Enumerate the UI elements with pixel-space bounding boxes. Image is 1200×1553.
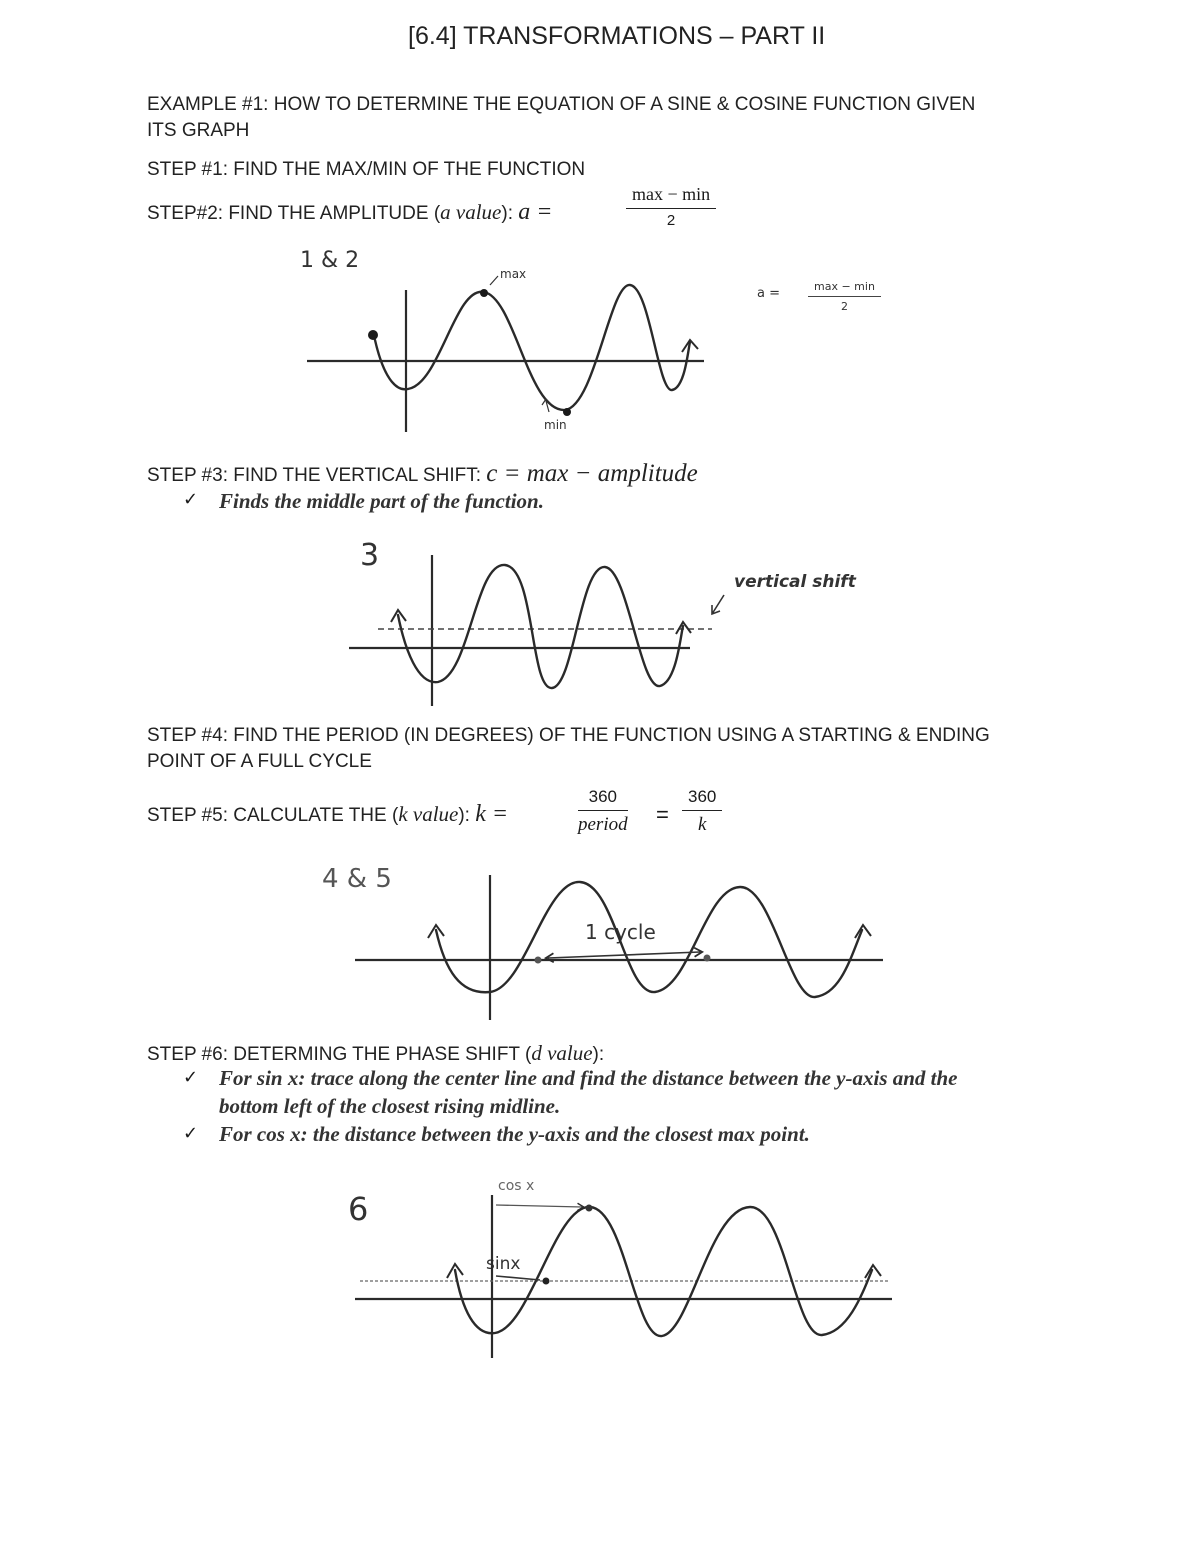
step6-check1-icon: ✓ [183,1067,199,1088]
graph4-sin-label: sinx [486,1254,521,1274]
graph3-cycle-end-dot [704,955,711,962]
graph4-max-dot [586,1205,593,1212]
step6-suffix: ): [592,1044,605,1065]
graph4-cos-arrow [496,1205,582,1207]
step6-bullet2: For cos x: the distance between the y-axis and the closest max point. [219,1122,810,1146]
graph4-curve [455,1207,872,1336]
graph1-note-den: 2 [840,300,848,313]
graph4-end-arrow [865,1265,881,1278]
step5-num1: 360 [578,787,628,811]
graph1-max-label: max [500,267,527,281]
graph1-min-pointer [542,399,551,412]
step3-note: Finds the middle part of the function. [219,489,544,513]
page-title: [6.4] TRANSFORMATIONS – PART II [408,22,826,50]
graph1-label: 1 & 2 [300,248,360,273]
graph2-curve [398,565,683,688]
graph3-cycle-label: 1 cycle [585,920,656,944]
example-heading-line1: EXAMPLE #1: HOW TO DETERMINE THE EQUATION OF A SINE & COSINE FUNCTION GIVEN [147,94,976,115]
graph4-midline-dot [543,1278,550,1285]
graph2-note-pointer [712,595,724,614]
step5-num2: 360 [682,787,722,811]
graph3-curve [436,882,862,997]
graph1-max-dot [480,289,488,297]
graph1-note-num: max − min [808,280,881,297]
step4-line1: STEP #4: FIND THE PERIOD (IN DEGREES) OF THE FUNCTION USING A STARTING & ENDING [147,725,990,746]
graph1-note-lhs: a = [757,286,780,301]
step5-equals: = [656,802,669,827]
step5-lhs: k = [475,801,509,827]
step6-prefix: STEP #6: DETERMING THE PHASE SHIFT ( [147,1044,532,1065]
graph4-label: 6 [348,1190,369,1228]
graph1-curve [375,285,690,410]
step3-check-icon: ✓ [183,489,199,510]
step5-suffix: ): [458,805,476,826]
step6-var: d value [531,1041,593,1065]
graph3-sine-sketch [355,875,883,1020]
step2-prefix: STEP#2: FIND THE AMPLITUDE ( [147,203,441,224]
step4-line2: POINT OF A FULL CYCLE [147,751,372,772]
step2-var: a value [440,200,502,224]
step5-den2: k [697,814,707,835]
graph3-cycle-start-dot [535,957,542,964]
step5-prefix: STEP #5: CALCULATE THE ( [147,805,399,826]
step6-check2-icon: ✓ [183,1123,199,1144]
graph2-sine-sketch [349,555,724,706]
step2-lhs: a = [518,199,553,225]
graph4-sin-arrow [496,1276,540,1280]
step5-den1: period [578,814,628,835]
example-heading-line2: ITS GRAPH [147,120,250,141]
step2-fraction-num: max − min [626,184,716,209]
step2-suffix: ): [501,203,519,224]
step3-formula: c = max − amplitude [486,460,698,487]
graph1-max-pointer [490,276,498,285]
graph3-label: 4 & 5 [322,864,392,894]
step6-bullet1-line2: bottom left of the closest rising midline. [219,1094,561,1118]
graph4-cos-label: cos x [498,1178,535,1194]
step2-fraction-den: 2 [666,212,676,229]
step1-text: STEP #1: FIND THE MAX/MIN OF THE FUNCTION [147,159,586,180]
graph2-note: vertical shift [734,572,856,592]
graph1-start-dot [368,330,378,340]
graph2-label: 3 [360,538,380,573]
step3-prefix: STEP #3: FIND THE VERTICAL SHIFT: [147,465,487,486]
graph1-min-dot [563,408,571,416]
graph1-min-label: min [544,418,567,432]
graph1-sine-sketch [307,276,704,432]
graph3-end-arrow [855,925,871,938]
step5-var: k value [398,802,459,826]
graph4-sine-sketch [355,1195,892,1358]
step6-bullet1-line1: For sin x: trace along the center line and find the distance between the y-axis and the [219,1066,958,1090]
